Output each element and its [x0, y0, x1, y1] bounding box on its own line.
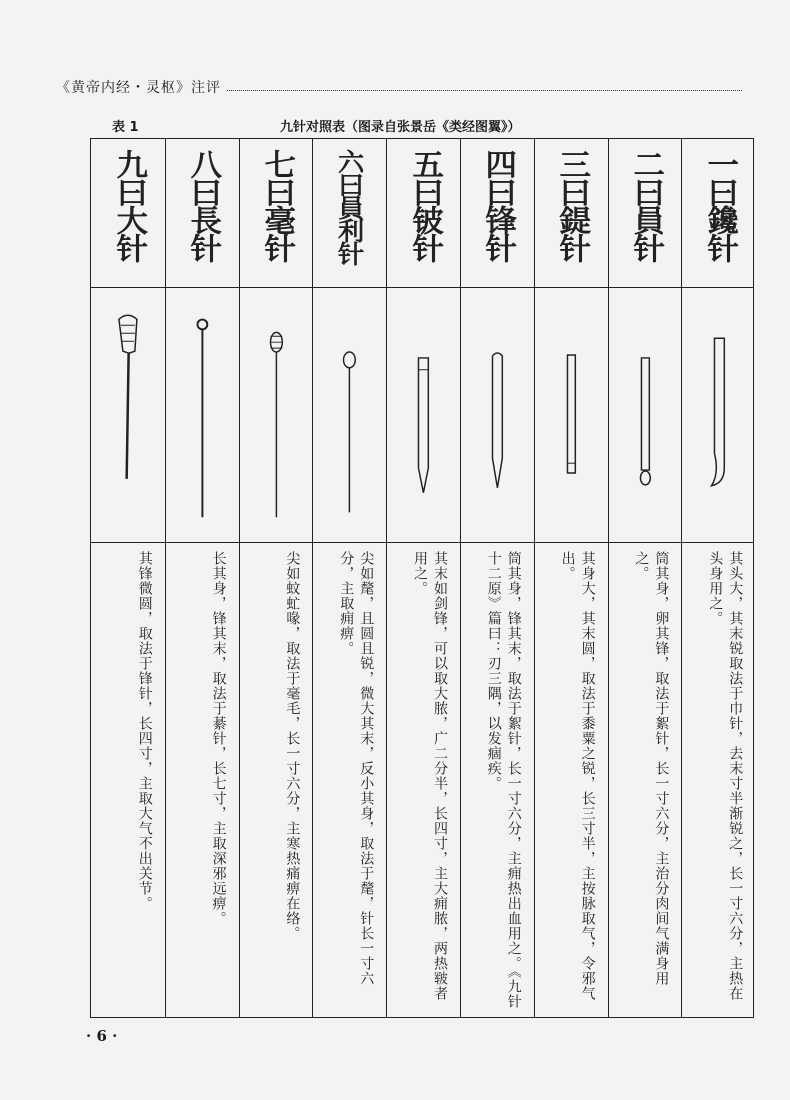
- needle-column-8: [165, 139, 239, 1017]
- needle-column-5: [386, 139, 460, 1017]
- seal-script-cell: [91, 149, 165, 279]
- round-needle-icon: [609, 289, 682, 539]
- needle-column-3: [534, 139, 608, 1017]
- needle-column-2: [608, 139, 682, 1017]
- seal-script-cell: [682, 149, 755, 279]
- seal-script-cell: [461, 149, 534, 279]
- needle-seal-name: 一曰鑱针: [700, 149, 738, 261]
- needle-description: 筒其身，卵其锋，取法于絮针，长一寸六分，主治分肉间气满身用之。: [633, 551, 670, 986]
- needle-description: 筒其身，锋其末，取法于絮针，长一寸六分，主痈热出血用之。《九针十二原》篇曰：刃三隅，以发痼疾。: [485, 551, 522, 1009]
- chan-needle-icon: [682, 289, 755, 539]
- seal-script-cell: [535, 149, 608, 279]
- seal-script-cell: [240, 149, 313, 279]
- needle-column-1: [681, 139, 755, 1017]
- needle-seal-name: 九曰大针: [110, 149, 147, 261]
- needle-column-7: [239, 139, 313, 1017]
- seal-script-cell: [313, 149, 386, 279]
- needle-seal-name: 四曰锋针: [479, 149, 517, 261]
- seal-script-cell: [609, 149, 682, 279]
- needle-seal-name: 八曰長针: [184, 149, 222, 261]
- di-needle-icon: [535, 289, 608, 539]
- header-dotted-rule: [227, 90, 742, 91]
- needle-description: 其头大，其末锐取法于巾针，去末寸半渐锐之，长一寸六分，主热在头身用之。: [707, 551, 744, 1001]
- table-title: 九针对照表（图录自张景岳《类经图翼》）: [280, 120, 521, 135]
- needle-description: 其身大，其末圆，取法于黍粟之锐，长三寸半，主按脉取气，令邪气出。: [559, 551, 596, 1001]
- needle-description: 尖如蚊虻喙，取法于毫毛，长一寸六分，主寒热痛痹在络。: [284, 551, 301, 941]
- needle-description: 其锋微圆，取法于锋针，长四寸，主取大气不出关节。: [136, 551, 153, 911]
- table-caption: [112, 116, 712, 136]
- needle-column-6: [312, 139, 386, 1017]
- sword-needle-icon: [387, 289, 460, 539]
- nine-needles-table: [90, 138, 754, 1018]
- running-title: 《黄帝内经・灵枢》注评: [56, 80, 221, 96]
- table-label: 表 1: [112, 120, 139, 135]
- needle-seal-name: 六曰員利针: [334, 149, 366, 264]
- page-number: · 6 ·: [86, 1027, 118, 1045]
- needle-description: 其末如剑锋，可以取大脓，广二分半，长四寸，主大痈脓，两热皲者用之。: [411, 551, 448, 1001]
- seal-script-cell: [387, 149, 460, 279]
- sharp-needle-icon: [461, 289, 534, 539]
- filiform-needle-icon: [240, 289, 313, 539]
- needle-column-9: [91, 139, 165, 1017]
- running-header: [56, 76, 742, 98]
- needle-description: 长其身，锋其末，取法于綦针，长七寸，主取深邪远痹。: [210, 551, 227, 926]
- needle-description: 尖如氂，且圆且锐，微大其末，反小其身，取法于氂，针长一寸六分，主取痈痹。: [338, 551, 375, 986]
- needle-seal-name: 七曰毫针: [258, 149, 295, 261]
- needle-seal-name: 五曰铍针: [405, 149, 443, 261]
- needle-seal-name: 二曰員针: [627, 149, 664, 261]
- needle-seal-name: 三曰鍉针: [553, 149, 591, 261]
- long-needle-icon: [166, 289, 239, 539]
- seal-script-cell: [166, 149, 239, 279]
- needle-column-4: [460, 139, 534, 1017]
- round-sharp-needle-icon: [313, 289, 386, 539]
- large-needle-icon: [91, 289, 165, 539]
